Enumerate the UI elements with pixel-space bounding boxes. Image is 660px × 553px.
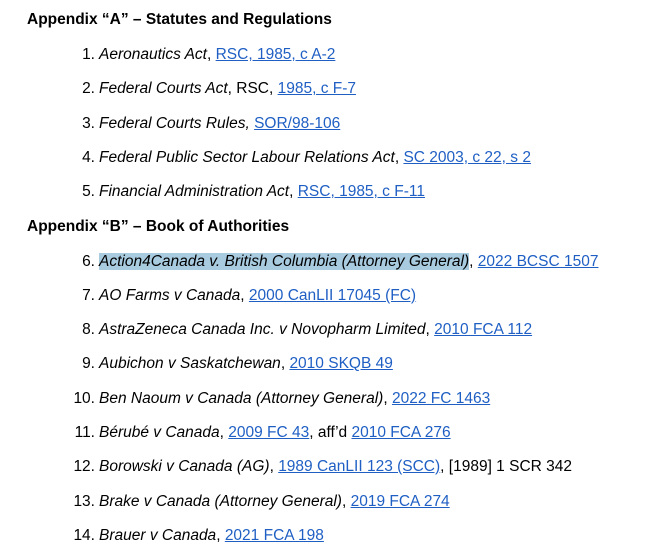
separator: , [216,527,225,544]
citation-link[interactable]: RSC, 1985, c F-11 [297,183,425,200]
item-number: 3. [82,115,95,132]
case-title: Ben Naoum v Canada (Attorney General) [99,390,384,407]
item-number: 4. [82,149,95,166]
separator: , [289,183,298,200]
item-number: 8. [82,321,95,338]
separator: , [219,424,229,441]
citation-link[interactable]: SOR/98-106 [254,115,341,132]
statute-title: Federal Courts Act [99,80,228,97]
parallel-citation: , [1989] 1 SCR 342 [440,458,573,475]
case-title: AstraZeneca Canada Inc. v Novopharm Limited [99,321,426,338]
citation-link[interactable]: 2019 FCA 274 [350,493,450,510]
separator: , [269,458,279,475]
item-number: 14. [73,527,95,544]
citation-link[interactable]: 2000 CanLII 17045 (FC) [248,287,417,304]
separator: , RSC, [227,80,278,97]
statute-title: Federal Public Sector Labour Relations Act [99,149,395,166]
item-number: 12. [73,458,95,475]
item-number: 7. [82,287,95,304]
citation-link-secondary[interactable]: 2010 FCA 276 [351,424,451,441]
affirmed-text: , aff’d [309,424,352,441]
citation-link[interactable]: 2021 FCA 198 [224,527,324,544]
item-number: 5. [82,183,95,200]
separator: , [280,355,290,372]
citation-link[interactable]: 2009 FC 43 [228,424,310,441]
citation-link[interactable]: 1985, c F-7 [277,80,356,97]
separator: , [425,321,435,338]
case-title-highlighted: Action4Canada v. British Columbia (Attorney General) [99,253,470,270]
citation-link[interactable]: 2010 FCA 112 [434,321,533,338]
separator: , [383,390,392,407]
case-title: AO Farms v Canada [99,287,241,304]
case-title: Bérubé v Canada [99,424,220,441]
separator: , [341,493,351,510]
separator: , [469,253,478,270]
appendix-b-heading: Appendix “B” – Book of Authorities [27,218,290,235]
citation-link[interactable]: RSC, 1985, c A-2 [215,46,336,63]
citation-link[interactable]: 2022 FC 1463 [391,390,491,407]
case-title: Brake v Canada (Attorney General) [99,493,342,510]
separator: , [394,149,404,166]
separator: , [206,46,216,63]
citation-link[interactable]: 1989 CanLII 123 (SCC) [278,458,441,475]
citation-link[interactable]: 2010 SKQB 49 [289,355,393,372]
statute-title: Aeronautics Act [99,46,207,63]
item-number: 11. [74,424,95,441]
item-number: 1. [82,46,95,63]
item-number: 9. [82,355,95,372]
statute-title: Federal Courts Rules, [99,115,250,132]
item-number: 2. [82,80,95,97]
case-title: Borowski v Canada (AG) [99,458,270,475]
case-title: Aubichon v Saskatchewan [99,355,281,372]
case-title: Brauer v Canada [99,527,217,544]
statute-title: Financial Administration Act [99,183,290,200]
citation-link[interactable]: SC 2003, c 22, s 2 [403,149,531,166]
item-number: 10. [73,390,95,407]
citation-link[interactable]: 2022 BCSC 1507 [477,253,599,270]
item-number: 6. [82,253,95,270]
separator: , [240,287,249,304]
item-number: 13. [73,493,95,510]
appendix-a-heading: Appendix “A” – Statutes and Regulations [27,11,332,28]
